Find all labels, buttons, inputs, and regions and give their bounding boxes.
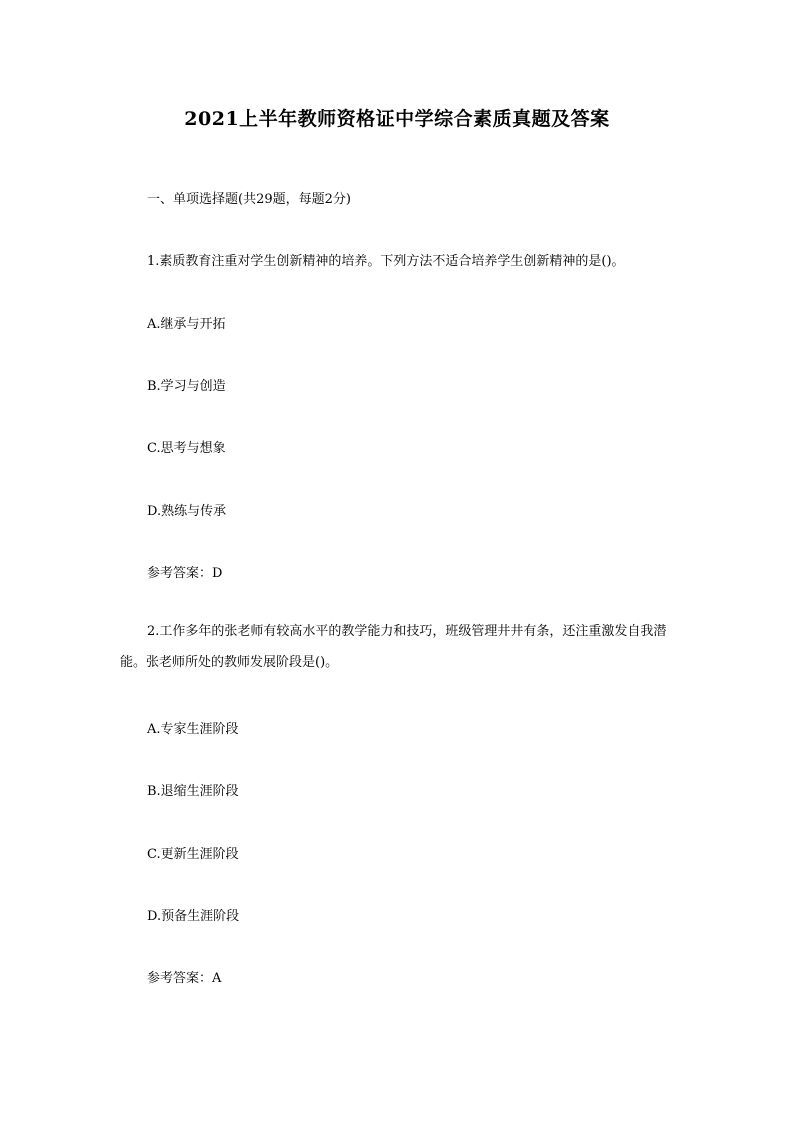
question-1-option-a: A.继承与开拓: [147, 317, 226, 332]
question-1-option-d: D.熟练与传承: [147, 504, 227, 519]
question-2-option-a: A.专家生涯阶段: [147, 722, 239, 737]
question-2-option-c: C.更新生涯阶段: [147, 847, 239, 862]
question-1-option-b: B.学习与创造: [147, 379, 226, 394]
question-1-option-c: C.思考与想象: [147, 441, 226, 456]
question-1-answer: 参考答案：D: [147, 566, 223, 581]
question-2-stem: 2.工作多年的张老师有较高水平的教学能力和技巧，班级管理井井有条，还注重激发自我潜能。张老师所处的教师发展阶段是()。: [120, 624, 667, 670]
question-1-stem: 1.素质教育注重对学生创新精神的培养。下列方法不适合培养学生创新精神的是()。: [147, 254, 625, 269]
section-heading: 一、单项选择题(共29题，每题2分): [147, 192, 351, 207]
question-2-option-b: B.退缩生涯阶段: [147, 784, 239, 799]
question-2-answer: 参考答案：A: [147, 971, 222, 986]
question-2-option-d: D.预备生涯阶段: [147, 909, 240, 924]
document-title: 2021上半年教师资格证中学综合素质真题及答案: [184, 108, 610, 130]
